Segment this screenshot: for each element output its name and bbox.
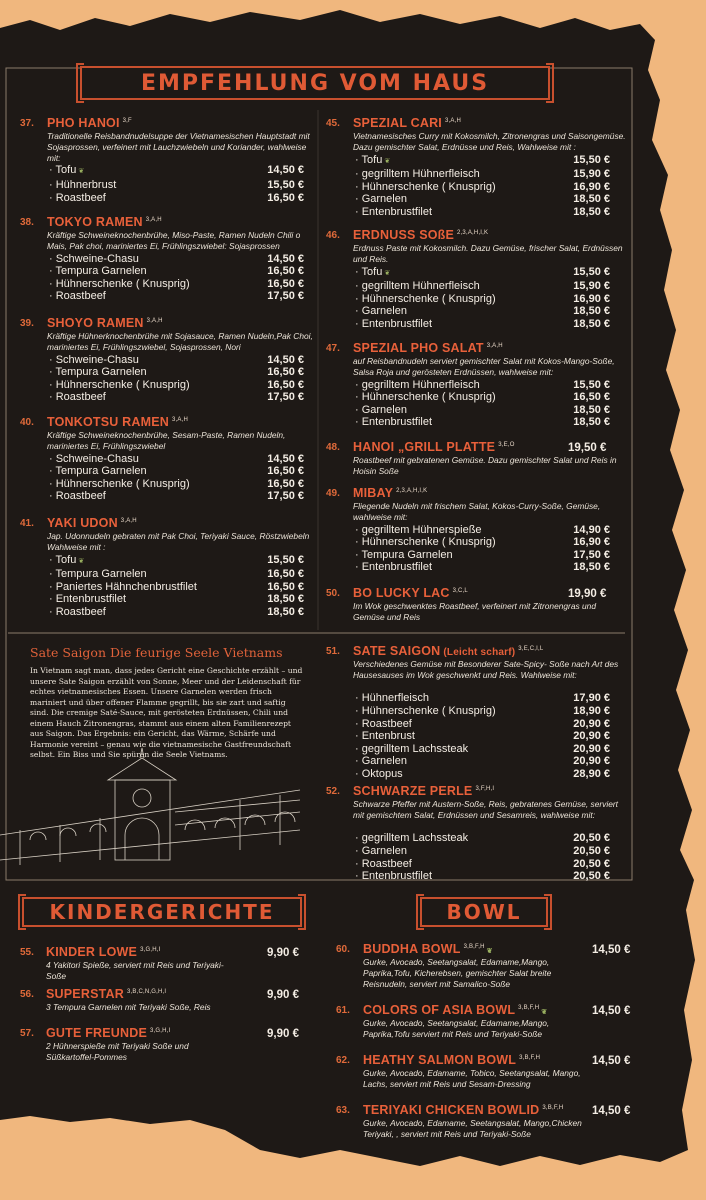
item-name-text: SPEZIAL CARI	[353, 116, 442, 130]
item-name	[363, 1053, 540, 1067]
item-name	[46, 945, 161, 959]
option-list	[49, 354, 304, 404]
item-number: 48.	[326, 442, 340, 453]
option-row	[49, 490, 304, 503]
option-price: 28,90 €	[573, 767, 610, 780]
option-label: · Garnelen	[355, 305, 407, 318]
option-label: · Garnelen	[355, 844, 407, 857]
item-number: 51.	[326, 646, 340, 657]
option-price: 18,50 €	[573, 403, 610, 416]
option-label: · Hühnerschenke ( Knusprig)	[355, 180, 496, 193]
option-label: · Garnelen	[355, 755, 407, 768]
allergen-code: 3,B,F,H	[542, 1104, 564, 1111]
option-row	[355, 391, 610, 404]
item-name	[353, 784, 494, 798]
item-price: 9,90 €	[267, 989, 299, 1001]
option-row	[49, 379, 304, 392]
option-price: 16,50 €	[267, 568, 304, 581]
option-label: · Roastbeef	[49, 490, 106, 503]
option-label: · Hühnerschenke ( Knusprig)	[355, 391, 496, 404]
item-number: 63.	[336, 1105, 350, 1116]
option-price: 15,90 €	[573, 168, 610, 181]
item-name	[353, 486, 427, 500]
item-number: 62.	[336, 1055, 350, 1066]
option-list	[49, 164, 304, 204]
item-name	[353, 586, 468, 600]
option-label: · Tofu ❦	[49, 164, 85, 177]
option-row	[355, 730, 610, 743]
option-price: 18,50 €	[573, 205, 610, 218]
option-label: · Tempura Garnelen	[49, 265, 147, 278]
item-name-text: TERIYAKI CHICKEN BOWLID	[363, 1103, 540, 1117]
option-label: · Schweine-Chasu	[49, 452, 139, 465]
option-label: · Entenbrustfilet	[49, 593, 127, 606]
option-row	[49, 593, 304, 606]
item-description: Verschiedenes Gemüse mit Besonderer Sate-Spicy- Soße nach Art des Hausesauses im Wok geschwenkt und Reis. Wahlweise mit:	[353, 659, 619, 680]
item-number: 50.	[326, 588, 340, 599]
item-name-text: SPEZIAL PHO SALAT	[353, 341, 484, 355]
item-description: Kräftige Schweineknochenbrühe, Sesam-Paste, Ramen Nudeln, mariniertes Ei, Frühlingszwiebel	[47, 430, 286, 451]
option-row	[49, 164, 304, 179]
option-row	[355, 561, 610, 574]
option-price: 14,50 €	[267, 353, 304, 366]
option-price: 18,50 €	[573, 317, 610, 330]
leaf-icon: ❦	[78, 168, 85, 176]
option-label: · Hühnerfleisch	[355, 692, 429, 705]
leaf-icon: ❦	[384, 157, 391, 165]
item-number: 41.	[20, 518, 34, 529]
option-price: 17,90 €	[573, 692, 610, 705]
item-number: 40.	[20, 417, 34, 428]
option-price: 14,90 €	[573, 523, 610, 536]
item-number: 45.	[326, 118, 340, 129]
option-row	[355, 536, 610, 549]
option-label: · Entenbrustfilet	[355, 870, 433, 883]
option-price: 20,50 €	[573, 870, 610, 883]
item-name	[47, 316, 163, 330]
item-number: 60.	[336, 944, 350, 955]
item-description: Traditionelle Reisbandnudelsuppe der Vietnamesischen Hauptstadt mit Sojasprossen, verfeinert mit Lauchzwiebeln und Koriander, wahlweise mit:	[47, 131, 310, 163]
option-price: 16,50 €	[573, 391, 610, 404]
option-row	[355, 404, 610, 417]
option-label: · Roastbeef	[49, 391, 106, 404]
option-label: · Tempura Garnelen	[355, 548, 453, 561]
item-name	[47, 116, 132, 130]
option-price: 17,50 €	[267, 391, 304, 404]
allergen-code: 3,E,C,I,L	[518, 645, 544, 652]
option-label: · Schweine-Chasu	[49, 252, 139, 265]
item-description: Gurke, Avocado, Edamame, Tobico, Seetangsalat, Mango, Lachs, serviert mit Reis und Sesam-Dressing	[363, 1068, 581, 1089]
option-price: 15,50 €	[573, 153, 610, 166]
option-price: 15,50 €	[573, 265, 610, 278]
option-label: · Garnelen	[355, 193, 407, 206]
item-number: 55.	[20, 947, 34, 958]
allergen-code: 3,A,H	[445, 117, 462, 124]
option-price: 17,50 €	[573, 548, 610, 561]
option-price: 20,90 €	[573, 742, 610, 755]
item-price: 19,50 €	[568, 442, 607, 454]
allergen-code: 3,A,H	[145, 216, 162, 223]
item-number: 57.	[20, 1028, 34, 1039]
item-name-note: (Leicht scharf)	[440, 647, 516, 658]
option-label: · Tempura Garnelen	[49, 366, 147, 379]
item-number: 49.	[326, 488, 340, 499]
allergen-code: 3,F,H,I	[475, 785, 495, 792]
item-name	[47, 516, 137, 530]
option-label: · Hühnerschenke ( Knusprig)	[49, 477, 190, 490]
option-price: 15,50 €	[267, 178, 304, 191]
option-row	[355, 692, 610, 705]
allergen-code: 3,A,H	[172, 416, 189, 423]
option-row	[355, 293, 610, 306]
item-name-text: BUDDHA BOWL	[363, 942, 461, 956]
item-name-text: HANOI „GRILL PLATTE	[353, 440, 496, 454]
option-row	[49, 606, 304, 619]
item-description: Kräftige Hühnerknochenbrühe mit Sojasauce, Ramen Nudeln,Pak Choi, mariniertes Ei, Frühlingszwiebel, Sojasprossen, Nori	[47, 331, 313, 352]
option-row	[49, 581, 304, 594]
option-list	[355, 832, 610, 882]
promo-text: In Vietnam sagt man, dass jedes Gericht eine Geschichte erzählt – und unsere Sate Saigon erzählt von Sonne, Meer und der Leidenschaft für echtes vietnamesisches Essen. Unsere Garnelen werden frisch mariniert und über offener Flamme gegrillt, bis sie zart und saftig sind. Die cremige Saté-Sauce, mit gerösteten Erdnüssen, Chili und einem Hauch Zitronengras, stammt aus einem alten Familienrezept aus Saigon. Das Ergebnis: ein Gericht, das Wärme, Schärfe und Harmonie vereint – genau wie die vietnamesische Gastfreundschaft selbst. Ein Biss und Sie spüren die Seele Vietnams.	[30, 666, 303, 759]
option-price: 16,50 €	[267, 277, 304, 290]
option-row	[355, 755, 610, 768]
allergen-code: 3,B,F,H	[463, 943, 485, 950]
option-row	[355, 870, 610, 883]
option-price: 14,50 €	[267, 452, 304, 465]
option-label: · gegrilltem Hühnerfleisch	[355, 280, 480, 293]
option-label: · Entenbrustfilet	[355, 317, 433, 330]
option-row	[49, 478, 304, 491]
option-label: · Entenbrustfilet	[355, 205, 433, 218]
option-price: 18,50 €	[573, 561, 610, 574]
item-price: 9,90 €	[267, 1028, 299, 1040]
allergen-code: 3,B,F,H	[518, 1004, 540, 1011]
option-row	[49, 290, 304, 303]
leaf-icon: ❦	[78, 557, 85, 565]
leaf-icon: ❦	[384, 269, 391, 277]
option-price: 15,50 €	[267, 553, 304, 566]
option-row	[355, 743, 610, 756]
item-name-text: GUTE FREUNDE	[46, 1026, 148, 1040]
option-row	[355, 524, 610, 537]
item-price: 14,50 €	[592, 944, 631, 956]
allergen-code: 3,A,H	[146, 317, 163, 324]
option-row	[355, 379, 610, 392]
option-label: · Garnelen	[355, 403, 407, 416]
option-price: 18,50 €	[267, 605, 304, 618]
option-price: 16,90 €	[573, 536, 610, 549]
item-name	[46, 987, 166, 1001]
option-list	[355, 692, 610, 780]
item-description: 3 Tempura Garnelen mit Teriyaki Soße, Reis	[46, 1002, 211, 1012]
item-name-text: ERDNUSS SOßE	[353, 228, 455, 242]
allergen-code: 3,G,H,I	[140, 946, 161, 953]
item-name-text: SCHWARZE PERLE	[353, 784, 473, 798]
item-description: 4 Yakitori Spieße, serviert mit Reis und Teriyaki-Soße	[46, 960, 224, 981]
item-name	[363, 1103, 563, 1117]
option-price: 20,90 €	[573, 755, 610, 768]
leaf-icon: ❦	[541, 1009, 548, 1016]
option-label: · Hühnerschenke ( Knusprig)	[355, 536, 496, 549]
option-list	[355, 524, 610, 574]
item-number: 52.	[326, 786, 340, 797]
option-price: 20,90 €	[573, 730, 610, 743]
option-price: 16,50 €	[267, 378, 304, 391]
option-price: 20,50 €	[573, 857, 610, 870]
option-row	[49, 278, 304, 291]
option-row	[49, 265, 304, 278]
item-name	[46, 1026, 170, 1040]
item-name	[363, 1003, 547, 1017]
option-row	[355, 718, 610, 731]
option-price: 18,50 €	[267, 593, 304, 606]
option-price: 16,50 €	[267, 477, 304, 490]
item-number: 46.	[326, 230, 340, 241]
kinder-title: KINDERGERICHTE	[22, 897, 302, 927]
option-row	[355, 768, 610, 781]
option-row	[355, 832, 610, 845]
bowl-title: BOWL	[420, 897, 548, 927]
option-label: · Hühnerbrust	[49, 178, 117, 191]
option-row	[49, 465, 304, 478]
option-label: · Tempura Garnelen	[49, 465, 147, 478]
option-row	[49, 253, 304, 266]
item-description: Gurke, Avocado, Seetangsalat, Edamame,Mango, Paprika,Tofu, Kicherebsen, gemischter Salat breite Reisnudeln, serviert mit Samalico-Soße	[363, 957, 552, 989]
option-price: 18,90 €	[573, 704, 610, 717]
item-price: 19,90 €	[568, 588, 607, 600]
option-price: 18,50 €	[573, 416, 610, 429]
item-description: Erdnuss Paste mit Kokosmilch. Dazu Gemüse, frischer Salat, Erdnüssen und Reis.	[353, 243, 623, 264]
option-row	[355, 705, 610, 718]
item-name	[353, 228, 488, 242]
allergen-code: 3,C,L	[452, 587, 468, 594]
item-description: Jap. Udonnudeln gebraten mit Pak Choi, Teriyaki Sauce, Röstzwiebeln Wahlweise mit :	[47, 531, 310, 552]
option-price: 16,50 €	[267, 465, 304, 478]
option-label: · gegrilltem Hühnerspieße	[355, 523, 482, 536]
option-list	[49, 554, 304, 619]
option-row	[355, 416, 610, 429]
option-row	[355, 193, 610, 206]
option-label: · Tofu ❦	[355, 265, 391, 278]
option-price: 16,90 €	[573, 180, 610, 193]
item-name	[47, 415, 188, 429]
option-list	[355, 266, 610, 331]
item-number: 39.	[20, 318, 34, 329]
option-price: 20,90 €	[573, 717, 610, 730]
item-price: 14,50 €	[592, 1055, 631, 1067]
option-row	[355, 154, 610, 169]
option-row	[355, 181, 610, 194]
option-label: · Entenbrustfilet	[355, 416, 433, 429]
item-name-text: TOKYO RAMEN	[47, 215, 143, 229]
item-name	[353, 116, 461, 130]
item-name-text: HEATHY SALMON BOWL	[363, 1053, 517, 1067]
option-label: · Entenbrust	[355, 730, 415, 743]
option-label: · Roastbeef	[355, 857, 412, 870]
option-row	[355, 305, 610, 318]
item-name-text: SUPERSTAR	[46, 987, 124, 1001]
option-row	[355, 280, 610, 293]
option-price: 16,50 €	[267, 580, 304, 593]
option-label: · Entenbrustfilet	[355, 561, 433, 574]
item-name-text: MIBAY	[353, 486, 394, 500]
item-description: Im Wok geschwenktes Roastbeef, verfeinert mit Zitronengras und Gemüse und Reis	[353, 601, 596, 622]
allergen-code: 3,F	[122, 117, 132, 124]
option-list	[355, 379, 610, 429]
item-description: Gurke, Avocado, Edamame, Seetangsalat, Mango,Chicken Teriyaki, , serviert mit Reis und Teriyaki-Soße	[363, 1118, 582, 1139]
item-description: Gurke, Avocado, Seetangsalat, Edamame,Mango, Paprika,Tofu serviert mit Reis und Teriyaki-Soße	[363, 1018, 550, 1039]
item-price: 9,90 €	[267, 947, 299, 959]
allergen-code: 2,3,A,H,I,K	[396, 487, 428, 494]
allergen-code: 3,A,H	[486, 342, 503, 349]
option-label: · Schweine-Chasu	[49, 353, 139, 366]
item-description: Fliegende Nudeln mit frischem Salat, Kokos-Curry-Soße, Gemüse, wahlweise mit:	[353, 501, 601, 522]
allergen-code: 3,A,H	[120, 517, 137, 524]
option-row	[49, 192, 304, 205]
option-price: 14,50 €	[267, 252, 304, 265]
option-price: 17,50 €	[267, 290, 304, 303]
item-name	[353, 341, 503, 355]
option-label: · Tofu ❦	[49, 553, 85, 566]
item-name-text: KINDER LOWE	[46, 945, 138, 959]
option-row	[355, 266, 610, 281]
option-row	[355, 549, 610, 562]
item-name-text: PHO HANOI	[47, 116, 120, 130]
option-label: · Paniertes Hähnchenbrustfilet	[49, 580, 197, 593]
option-label: · Oktopus	[355, 767, 403, 780]
option-row	[49, 179, 304, 192]
option-label: · Hühnerschenke ( Knusprig)	[355, 292, 496, 305]
option-row	[49, 354, 304, 367]
option-label: · gegrilltem Hühnerfleisch	[355, 378, 480, 391]
option-price: 16,90 €	[573, 292, 610, 305]
item-name	[353, 644, 543, 658]
option-price: 16,50 €	[267, 265, 304, 278]
option-list	[49, 253, 304, 303]
item-number: 38.	[20, 217, 34, 228]
item-name	[47, 215, 162, 229]
item-description: Kräftige Schweineknochenbrühe, Miso-Paste, Ramen Nudeln Chili o Mais, Pak choi, mariniertes Ei, Frühlingszwiebel: Sojasprossen	[47, 230, 301, 251]
item-name-text: TONKOTSU RAMEN	[47, 415, 170, 429]
option-label: · Tempura Garnelen	[49, 568, 147, 581]
option-label: · Roastbeef	[49, 191, 106, 204]
item-description: Roastbeef mit gebratenen Gemüse. Dazu gemischter Salat und Reis in Hoisin Soße	[353, 455, 617, 476]
option-row	[49, 568, 304, 581]
item-name-text: COLORS OF ASIA BOWL	[363, 1003, 516, 1017]
option-price: 15,50 €	[573, 378, 610, 391]
option-label: · Roastbeef	[49, 290, 106, 303]
option-label: · Hühnerschenke ( Knusprig)	[49, 378, 190, 391]
option-price: 17,50 €	[267, 490, 304, 503]
option-label: · Roastbeef	[355, 717, 412, 730]
allergen-code: 3,B,C,N,G,H,I	[126, 988, 167, 995]
option-list	[355, 154, 610, 219]
item-name-text: SHOYO RAMEN	[47, 316, 144, 330]
item-price: 14,50 €	[592, 1105, 631, 1117]
option-label: · gegrilltem Lachssteak	[355, 742, 469, 755]
option-price: 20,50 €	[573, 844, 610, 857]
option-price: 18,50 €	[573, 193, 610, 206]
option-label: · Tofu ❦	[355, 153, 391, 166]
allergen-code: 3,E,O	[498, 441, 515, 448]
item-description: 2 Hühnerspieße mit Teriyaki Soße und Süßkartoffel-Pommes	[46, 1041, 189, 1062]
allergen-code: 3,G,H,I	[150, 1027, 171, 1034]
item-number: 37.	[20, 118, 34, 129]
option-row	[49, 366, 304, 379]
item-number: 61.	[336, 1005, 350, 1016]
item-name-text: BO LUCKY LAC	[353, 586, 450, 600]
option-list	[49, 453, 304, 503]
item-number: 47.	[326, 343, 340, 354]
option-price: 20,50 €	[573, 832, 610, 845]
item-number: 56.	[20, 989, 34, 1000]
option-row	[355, 845, 610, 858]
option-label: · Hühnerschenke ( Knusprig)	[355, 704, 496, 717]
item-price: 14,50 €	[592, 1005, 631, 1017]
leaf-icon: ❦	[486, 948, 493, 955]
item-name	[363, 942, 493, 956]
option-row	[49, 391, 304, 404]
option-row	[355, 318, 610, 331]
option-row	[355, 858, 610, 871]
page-title: EMPFEHLUNG VOM HAUS	[80, 66, 550, 100]
option-row	[49, 453, 304, 466]
item-description: Schwarze Pfeffer mit Austern-Soße, Reis, gebratenes Gemüse, serviert mit gemischtem Salat, Erdnüssen und Sesamreis, wahlweise mit:	[353, 799, 619, 820]
option-price: 18,50 €	[573, 305, 610, 318]
item-description: Vietnamesisches Curry mit Kokosmilch, Zitronengras und Saisongemüse. Dazu gemischter Salat, Erdnüsse und Reis, Wahlweise mit :	[353, 131, 626, 152]
option-row	[49, 554, 304, 569]
item-description: auf Reisbandnudeln serviert gemischter Salat mit Kokos-Mango-Soße, Salsa Roja und gerösteten Erdnüssen, wahlweise mit:	[353, 356, 615, 377]
item-name-text: SATE SAIGON	[353, 644, 441, 658]
item-name	[353, 440, 515, 454]
option-row	[355, 206, 610, 219]
option-label: · Roastbeef	[49, 605, 106, 618]
allergen-code: 3,B,F,H	[519, 1054, 541, 1061]
option-price: 14,50 €	[267, 164, 304, 177]
option-price: 15,90 €	[573, 280, 610, 293]
option-price: 16,50 €	[267, 366, 304, 379]
allergen-code: 2,3,A,H,I,K	[457, 229, 489, 236]
option-price: 16,50 €	[267, 191, 304, 204]
option-label: · gegrilltem Lachssteak	[355, 832, 469, 845]
option-label: · gegrilltem Hühnerfleisch	[355, 168, 480, 181]
option-label: · Hühnerschenke ( Knusprig)	[49, 277, 190, 290]
promo-title: Sate Saigon Die feurige Seele Vietnams	[30, 645, 283, 660]
item-name-text: YAKI UDON	[47, 516, 118, 530]
option-row	[355, 168, 610, 181]
